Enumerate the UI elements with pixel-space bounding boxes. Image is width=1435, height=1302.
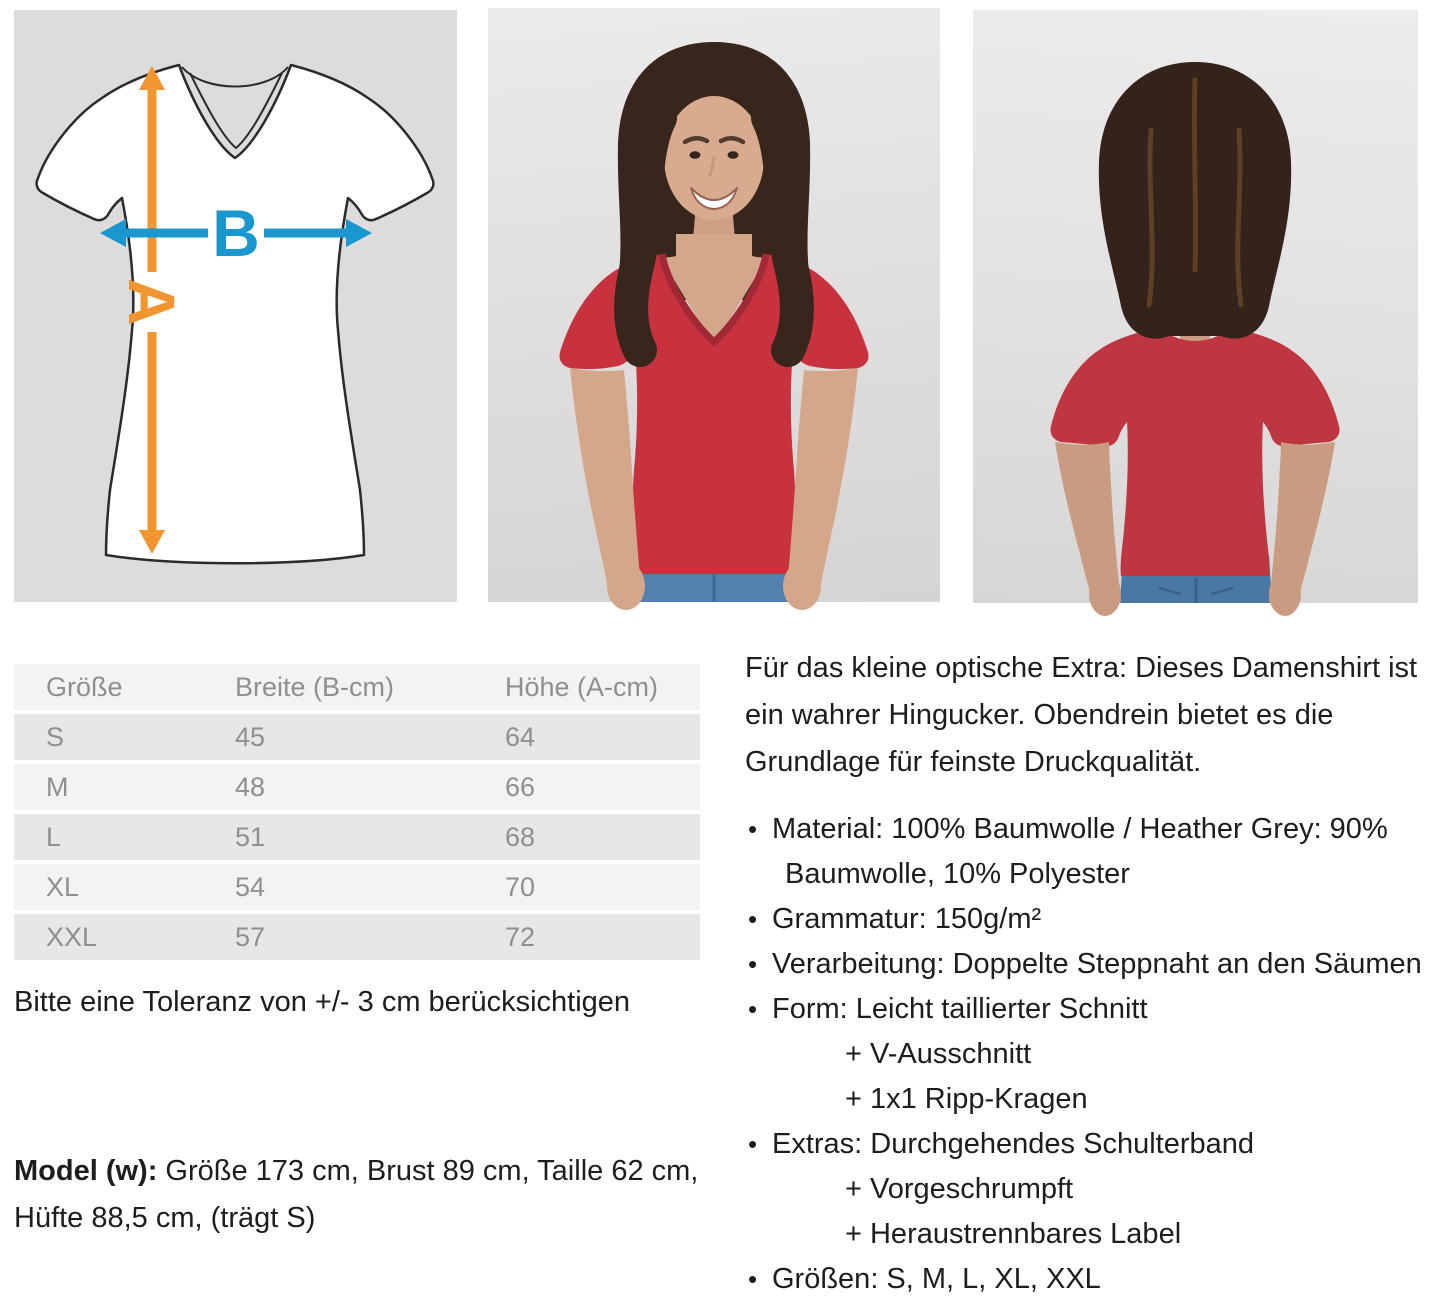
tshirt-measurement-diagram [14, 10, 457, 602]
bullet-icon: • [748, 1264, 758, 1294]
model-label: Model (w): [14, 1155, 158, 1187]
model-photo-back [973, 10, 1418, 603]
tolerance-note: Bitte eine Toleranz von +/- 3 cm berücksichtigen [14, 986, 631, 1018]
header-breite: Breite (B-cm) [235, 664, 505, 710]
intro-line: ein wahrer Hingucker. Obendrein bietet es die [745, 699, 1334, 731]
table-row-l [14, 814, 700, 860]
list-item-text: Größen: S, M, L, XL, XXL [772, 1263, 1101, 1295]
list-item [745, 1122, 1435, 1167]
table-cell: XXL [14, 914, 235, 960]
list-item [745, 1257, 1435, 1302]
table-cell: 72 [505, 914, 700, 960]
label-b: B [212, 196, 260, 270]
arrowhead-b-right [346, 219, 372, 247]
bullet-icon: • [748, 904, 758, 934]
list-subitem: + Vorgeschrumpft [845, 1173, 1074, 1205]
arrowhead-b-left [100, 219, 126, 247]
label-a: A [115, 278, 189, 326]
table-row-xl [14, 864, 700, 910]
model-measurements [14, 1148, 714, 1242]
tshirt-outline [37, 65, 434, 563]
size-table [14, 660, 700, 964]
table-cell: 45 [235, 714, 505, 760]
list-subitem: + Heraustrennbares Label [845, 1218, 1182, 1250]
table-cell: 68 [505, 814, 700, 860]
model-back-illustration [973, 10, 1418, 603]
list-item-text: Extras: Durchgehendes Schulterband [772, 1128, 1255, 1160]
table-cell: 64 [505, 714, 700, 760]
table-cell: 66 [505, 764, 700, 810]
list-item-text: Material: 100% Baumwolle / Heather Grey: 90% [772, 813, 1388, 845]
list-item-text: Verarbeitung: Doppelte Steppnaht an den Säumen [772, 948, 1422, 980]
list-item [745, 987, 1435, 1032]
bullet-icon: • [748, 994, 758, 1024]
table-cell: XL [14, 864, 235, 910]
header-groesse: Größe [14, 664, 235, 710]
model-measurements-line2: Hüfte 88,5 cm, (trägt S) [14, 1202, 316, 1234]
table-cell: L [14, 814, 235, 860]
table-cell: S [14, 714, 235, 760]
list-item [745, 807, 1435, 852]
table-row-s [14, 714, 700, 760]
list-item-text: Form: Leicht taillierter Schnitt [772, 993, 1148, 1025]
intro-line: Für das kleine optische Extra: Dieses Damenshirt ist [745, 652, 1418, 684]
table-cell: 57 [235, 914, 505, 960]
table-cell: 54 [235, 864, 505, 910]
header-hoehe: Höhe (A-cm) [505, 664, 700, 710]
table-row-m [14, 764, 700, 810]
model-measurements-line1 [14, 1148, 714, 1195]
table-row-xxl [14, 914, 700, 960]
bullet-icon: • [748, 1129, 758, 1159]
list-item-text: Grammatur: 150g/m² [772, 903, 1042, 935]
table-cell: 70 [505, 864, 700, 910]
table-cell: 48 [235, 764, 505, 810]
list-subitem: + 1x1 Ripp-Kragen [845, 1083, 1088, 1115]
table-cell: 51 [235, 814, 505, 860]
model-photo-front [488, 8, 940, 602]
model-line1-text: Größe 173 cm, Brust 89 cm, Taille 62 cm, [157, 1155, 699, 1187]
size-table-header-row [14, 664, 700, 710]
table-cell: M [14, 764, 235, 810]
size-diagram-panel [14, 10, 457, 602]
intro-line: Grundlage für feinste Druckqualität. [745, 746, 1202, 778]
product-description [745, 645, 1435, 1302]
bullet-icon: • [748, 949, 758, 979]
list-item-continuation: Baumwolle, 10% Polyester [785, 858, 1130, 890]
bullet-icon: • [748, 814, 758, 844]
feature-list [745, 807, 1435, 1302]
list-item [745, 897, 1435, 942]
list-item [745, 942, 1435, 987]
model-front-illustration [488, 8, 940, 602]
collar-back-seam [182, 67, 288, 87]
list-subitem: + V-Ausschnitt [845, 1038, 1032, 1070]
